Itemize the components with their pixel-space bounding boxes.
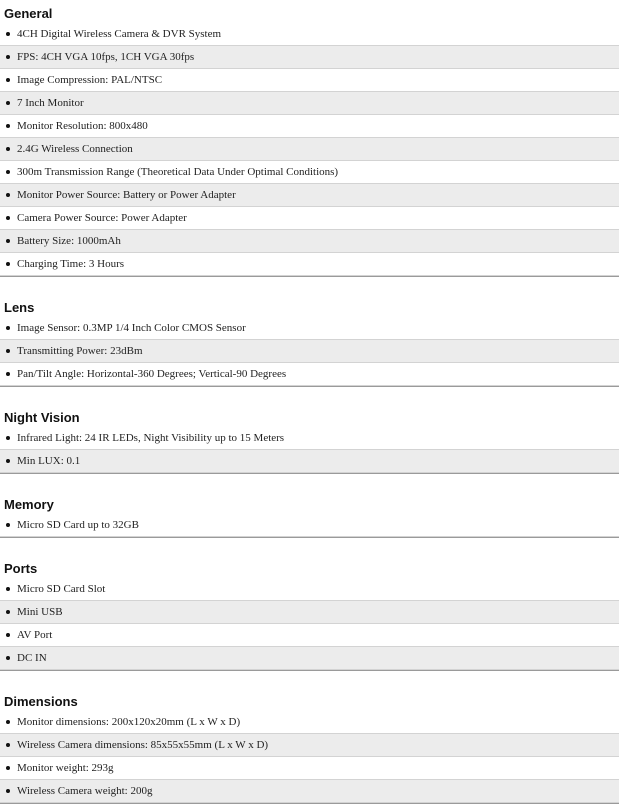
section-spacer (0, 538, 619, 555)
spec-list (0, 427, 619, 473)
spec-list-item (0, 92, 619, 115)
spec-item-text: Wireless Camera dimensions: 85x55x55mm (L x W x D) (17, 739, 269, 751)
spec-list-item (0, 450, 619, 473)
spec-list-item (0, 624, 619, 647)
bullet-icon (6, 239, 10, 243)
spec-item-text: Micro SD Card Slot (17, 583, 106, 595)
section-spacer (0, 387, 619, 404)
bullet-icon (6, 262, 10, 266)
spec-list-item (0, 184, 619, 207)
spec-item-text: Pan/Tilt Angle: Horizontal-360 Degrees; Vertical-90 Degrees (17, 368, 287, 380)
spec-item-text: Monitor Power Source: Battery or Power Adapter (17, 189, 236, 201)
section-title: Ports (4, 561, 38, 576)
spec-list (0, 23, 619, 276)
spec-list-item (0, 363, 619, 386)
spec-list-item (0, 23, 619, 46)
section-spacer (0, 474, 619, 491)
bullet-icon (6, 610, 10, 614)
bullet-icon (6, 193, 10, 197)
spec-list (0, 578, 619, 670)
spec-list-item (0, 734, 619, 757)
spec-section-night-vision (0, 404, 619, 474)
spec-list-item (0, 317, 619, 340)
spec-item-text: Monitor weight: 293g (17, 762, 114, 774)
spec-item-text: Monitor dimensions: 200x120x20mm (L x W x D) (17, 716, 241, 728)
spec-list-item (0, 514, 619, 537)
spec-list-item (0, 711, 619, 734)
section-title: Lens (4, 300, 35, 315)
spec-item-text: Monitor Resolution: 800x480 (17, 120, 148, 132)
section-divider (0, 670, 619, 671)
spec-list-item (0, 578, 619, 601)
bullet-icon (6, 147, 10, 151)
spec-list (0, 711, 619, 803)
bullet-icon (6, 216, 10, 220)
bullet-icon (6, 326, 10, 330)
spec-list-item (0, 757, 619, 780)
spec-item-text: Mini USB (17, 606, 63, 618)
spec-list-item (0, 46, 619, 69)
bullet-icon (6, 656, 10, 660)
spec-item-text: Transmitting Power: 23dBm (17, 345, 143, 357)
spec-item-text: Micro SD Card up to 32GB (17, 519, 139, 531)
bullet-icon (6, 766, 10, 770)
bullet-icon (6, 55, 10, 59)
section-spacer (0, 671, 619, 688)
bullet-icon (6, 587, 10, 591)
spec-section-general (0, 0, 619, 277)
bullet-icon (6, 436, 10, 440)
spec-section-lens (0, 294, 619, 387)
spec-item-text: 4CH Digital Wireless Camera & DVR System (17, 28, 222, 40)
bullet-icon (6, 633, 10, 637)
bullet-icon (6, 743, 10, 747)
bullet-icon (6, 720, 10, 724)
bullet-icon (6, 170, 10, 174)
bullet-icon (6, 372, 10, 376)
bullet-icon (6, 789, 10, 793)
section-divider (0, 537, 619, 538)
bullet-icon (6, 32, 10, 36)
section-divider (0, 276, 619, 277)
bullet-icon (6, 349, 10, 353)
spec-item-text: Image Compression: PAL/NTSC (17, 74, 163, 86)
spec-section-ports (0, 555, 619, 671)
spec-item-text: FPS: 4CH VGA 10fps, 1CH VGA 30fps (17, 51, 195, 63)
spec-list-item (0, 207, 619, 230)
section-divider (0, 386, 619, 387)
spec-item-text: AV Port (17, 629, 53, 641)
spec-list-item (0, 230, 619, 253)
spec-section-memory (0, 491, 619, 538)
bullet-icon (6, 101, 10, 105)
spec-list-item (0, 647, 619, 670)
spec-item-text: 2.4G Wireless Connection (17, 143, 133, 155)
spec-list (0, 317, 619, 386)
spec-list-item (0, 601, 619, 624)
spec-item-text: Min LUX: 0.1 (17, 455, 81, 467)
spec-item-text: Image Sensor: 0.3MP 1/4 Inch Color CMOS Sensor (17, 322, 246, 334)
bullet-icon (6, 78, 10, 82)
bullet-icon (6, 523, 10, 527)
section-title: Memory (4, 497, 54, 512)
spec-item-text: 7 Inch Monitor (17, 97, 84, 109)
spec-item-text: Wireless Camera weight: 200g (17, 785, 153, 797)
spec-item-text: Charging Time: 3 Hours (17, 258, 125, 270)
spec-list-item (0, 115, 619, 138)
spec-item-text: Camera Power Source: Power Adapter (17, 212, 187, 224)
spec-item-text: Battery Size: 1000mAh (17, 235, 121, 247)
section-title: General (4, 6, 53, 21)
spec-list-item (0, 69, 619, 92)
bullet-icon (6, 459, 10, 463)
spec-item-text: DC IN (17, 652, 47, 664)
bullet-icon (6, 124, 10, 128)
spec-section-dimensions (0, 688, 619, 804)
spec-list-item (0, 161, 619, 184)
section-divider (0, 473, 619, 474)
section-title: Night Vision (4, 410, 80, 425)
spec-list-item (0, 427, 619, 450)
section-title: Dimensions (4, 694, 78, 709)
spec-item-text: 300m Transmission Range (Theoretical Data Under Optimal Conditions) (17, 166, 339, 178)
spec-list-item (0, 253, 619, 276)
spec-list-item (0, 340, 619, 363)
spec-list (0, 514, 619, 537)
spec-list-item (0, 138, 619, 161)
spec-item-text: Infrared Light: 24 IR LEDs, Night Visibility up to 15 Meters (17, 432, 285, 444)
section-spacer (0, 277, 619, 294)
